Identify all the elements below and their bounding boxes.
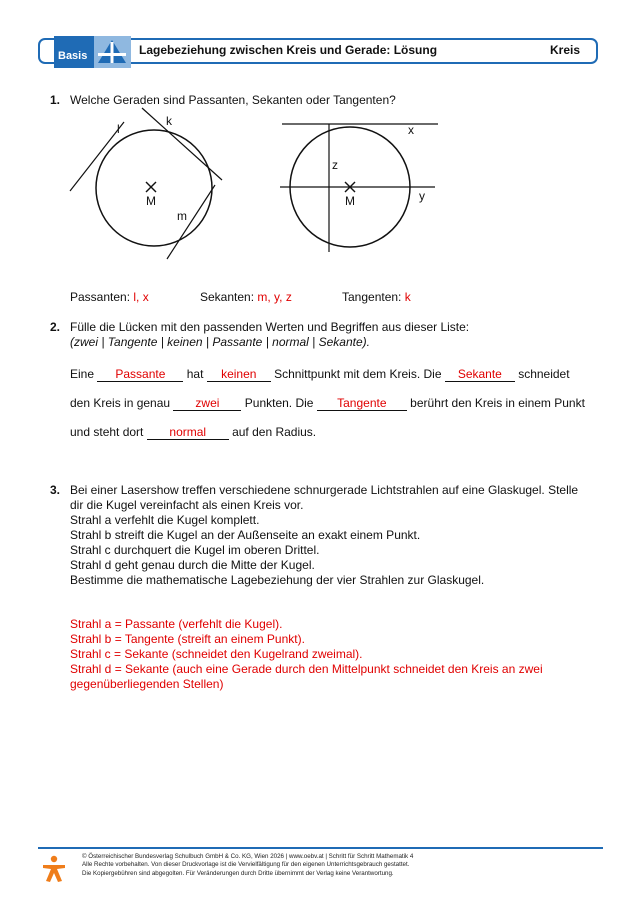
page-title: Lagebeziehung zwischen Kreis und Gerade: Lösung (139, 43, 438, 57)
sekanten-answer (200, 290, 292, 305)
footer-divider (38, 847, 603, 849)
fig1-label-m: m (177, 209, 187, 223)
cloze-text: Punkten. Die (244, 396, 314, 410)
task3-line: dir die Kugel vereinfacht als einen Kreis vor. (70, 498, 304, 512)
fig1-label-l: l (117, 122, 120, 136)
publisher-logo-icon (40, 855, 68, 883)
cloze-line-3 (70, 425, 316, 440)
task3-line: Strahl c durchquert die Kugel im oberen Drittel. (70, 543, 320, 557)
task3-line: Strahl d geht genau durch die Mitte der Kugel. (70, 558, 315, 572)
fig2-label-y: y (419, 189, 425, 203)
task3-line: Strahl a verfehlt die Kugel komplett. (70, 513, 260, 527)
blank-normal: normal (147, 426, 229, 440)
badge-label: Basis (58, 50, 88, 62)
task3-line: Strahl b streift die Kugel an der Außenseite an exakt einem Punkt. (70, 528, 421, 542)
figure-circle-1 (60, 100, 240, 265)
cloze-line-1 (70, 367, 570, 382)
cloze-text: Schnittpunkt mit dem Kreis. Die (274, 367, 442, 381)
sekanten-value: m, y, z (257, 290, 292, 304)
fig2-label-m-center: M (345, 194, 355, 208)
figure-circle-2 (280, 115, 445, 260)
fig2-label-z: z (332, 158, 338, 172)
cloze-line-2 (70, 396, 585, 411)
task3-line: Bei einer Lasershow treffen verschiedene schnurgerade Lichtstrahlen auf eine Glaskugel. Stelle (70, 483, 579, 497)
task2-number: 2. (50, 320, 61, 334)
blank-tangente: Tangente (317, 397, 407, 411)
passanten-value: l, x (133, 290, 149, 304)
blank-zwei: zwei (173, 397, 241, 411)
solution-line: Strahl c = Sekante (schneidet den Kugelrand zweimal). (70, 647, 363, 661)
passanten-answer (70, 290, 149, 305)
cloze-text: hat (186, 367, 204, 381)
cloze-text: auf den Radius. (232, 425, 317, 439)
solution-line: Strahl b = Tangente (streift an einem Punkt). (70, 632, 305, 646)
tangenten-label: Tangenten: (342, 290, 402, 304)
task3-line: Bestimme die mathematische Lagebeziehung der vier Strahlen zur Glaskugel. (70, 573, 485, 587)
task1-question: Welche Geraden sind Passanten, Sekanten oder Tangenten? (70, 93, 396, 107)
footer-line: Alle Rechte vorbehalten. Von dieser Druckvorlage ist die Vervielfältigung für den eigenen Unterrichtsgebrauch gestattet. (82, 861, 410, 869)
task3-text (70, 483, 578, 588)
cloze-text: schneidet (518, 367, 570, 381)
solution-line: Strahl a = Passante (verfehlt die Kugel). (70, 617, 283, 631)
cloze-text: und steht dort (70, 425, 144, 439)
footer-line: Die Kopiergebühren sind abgegolten. Für Veränderungen durch Dritte übernimmt der Verlag keine Verantwortung. (82, 869, 394, 877)
fig1-label-m-center: M (146, 194, 156, 208)
tangenten-value: k (404, 290, 411, 304)
sekanten-label: Sekanten: (200, 290, 255, 304)
cloze-text: Eine (70, 367, 95, 381)
solution-line: gegenüberliegenden Stellen) (70, 677, 224, 691)
cloze-text: den Kreis in genau (70, 396, 171, 410)
blank-sekante: Sekante (445, 368, 515, 382)
tangenten-answer (342, 290, 411, 305)
task2-instruction: Fülle die Lücken mit den passenden Werten und Begriffen aus dieser Liste: (70, 320, 470, 334)
blank-keinen: keinen (207, 368, 271, 382)
topic-label: Kreis (550, 43, 581, 57)
fig1-label-k: k (166, 114, 172, 128)
blank-passante: Passante (97, 368, 183, 382)
passanten-label: Passanten: (70, 290, 131, 304)
footer-copyright (82, 853, 413, 878)
cloze-text: berührt den Kreis in einem Punkt (410, 396, 585, 410)
task3-solution (70, 617, 543, 692)
solution-line: Strahl d = Sekante (auch eine Gerade durch den Mittelpunkt schneidet den Kreis an zwei (70, 662, 543, 676)
task1-number: 1. (50, 93, 61, 107)
fig2-label-x: x (408, 123, 414, 137)
task3-number: 3. (50, 483, 61, 497)
footer-line: © Österreichischer Bundesverlag Schulbuch GmbH & Co. KG, Wien 2026 | www.oebv.at | Schritt für Schritt Mathematik 4 (82, 853, 414, 860)
task2-word-list: (zwei | Tangente | keinen | Passante | normal | Sekante). (70, 335, 370, 349)
